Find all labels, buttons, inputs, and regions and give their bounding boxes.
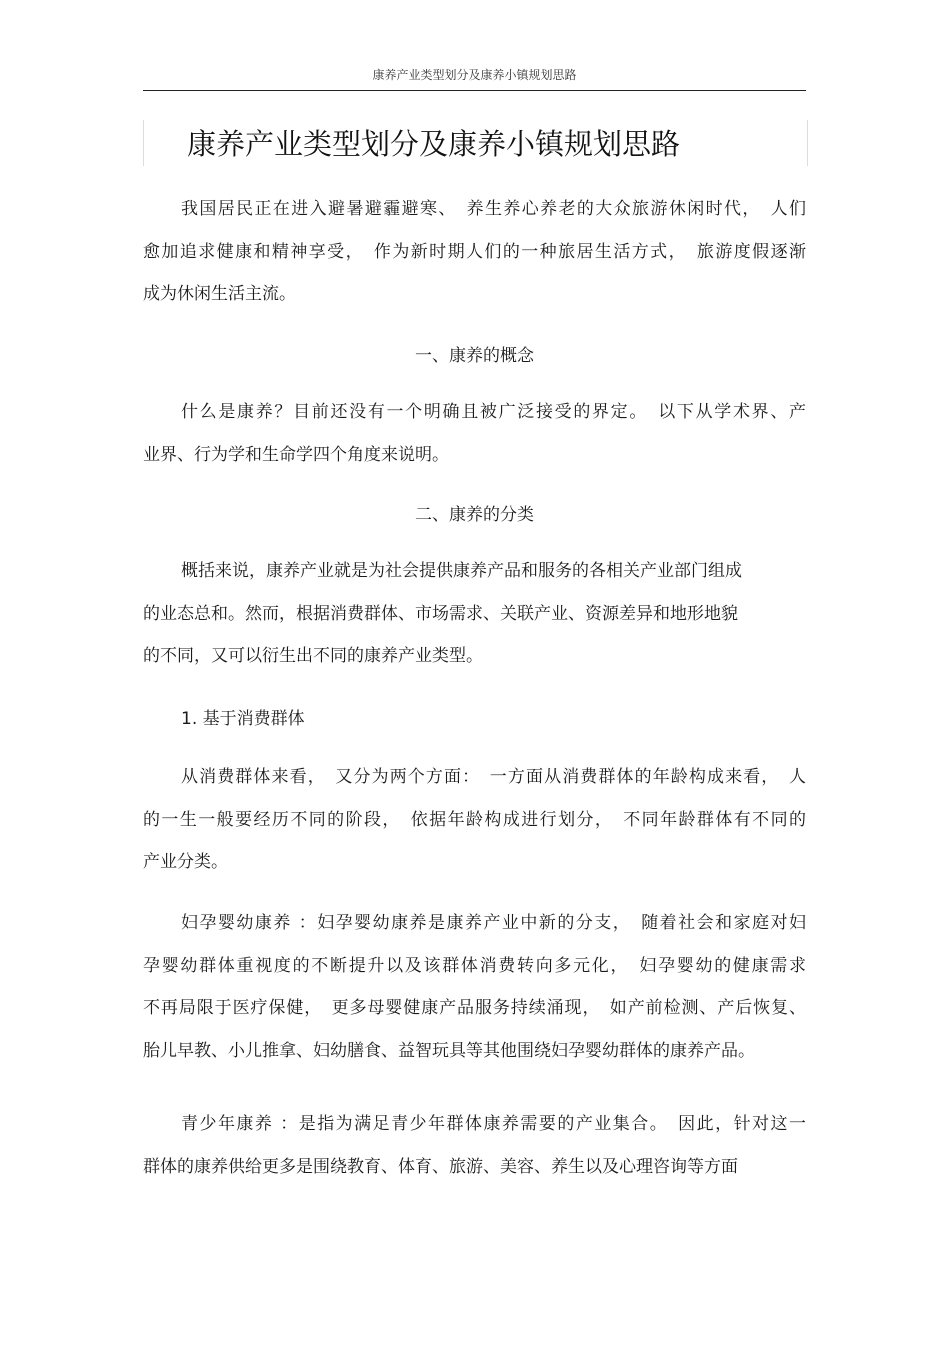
paragraph-line: 的一生一般要经历不同的阶段， 依据年龄构成进行划分， 不同年龄群体有不同的 [143,809,806,830]
paragraph-line: 的不同，又可以衍生出不同的康养产业类型。 [143,646,483,666]
paragraph-line: 从消费群体来看， 又分为两个方面： 一方面从消费群体的年龄构成来看， 人 [181,767,806,787]
paragraph-line: 不再局限于医疗保健， 更多母婴健康产品服务持续涌现， 如产前检测、产后恢复、 [143,998,806,1018]
consumer-paragraph [143,756,806,884]
paragraph-line: 概括来说，康养产业就是为社会提供康养产品和服务的各相关产业部门组成 [181,561,742,581]
paragraph-line: 胎儿早教、小儿推拿、妇幼膳食、益智玩具等其他围绕妇孕婴幼群体的康养产品。 [143,1040,755,1061]
paragraph-line: 产业分类。 [143,852,228,872]
youth-paragraph [143,1103,806,1188]
paragraph-line: 业界、行为学和生命学四个角度来说明。 [143,444,449,465]
paragraph-line: 群体的康养供给更多是围绕教育、体育、旅游、美容、养生以及心理咨询等方面 [143,1156,738,1177]
document-title: 康养产业类型划分及康养小镇规划思路 [187,127,681,161]
paragraph-line: 我国居民正在进入避暑避霾避寒、 养生养心养老的大众旅游休闲时代， 人们 [181,199,806,219]
running-header: 康养产业类型划分及康养小镇规划思路 [372,68,577,82]
paragraph-line: 愈加追求健康和精神享受， 作为新时期人们的一种旅居生活方式， 旅游度假逐渐 [143,241,806,262]
paragraph-line: 成为休闲生活主流。 [143,284,296,304]
concept-paragraph [143,391,806,476]
subheading-consumer-group: 1. 基于消费群体 [181,709,305,729]
section-heading-concept: 一、康养的概念 [415,346,534,366]
maternal-paragraph [143,902,806,1072]
header-rule [143,90,806,91]
intro-paragraph [143,188,806,316]
paragraph-line: 的业态总和。然而，根据消费群体、市场需求、关联产业、资源差异和地形地貌 [143,603,738,624]
paragraph-line: 什么是康养？目前还没有一个明确且被广泛接受的界定。 以下从学术界、产 [181,402,806,422]
section-heading-classification: 二、康养的分类 [415,505,534,525]
classification-paragraph [143,550,806,678]
paragraph-line: 孕婴幼群体重视度的不断提升以及该群体消费转向多元化， 妇孕婴幼的健康需求 [143,955,806,976]
paragraph-line: 青少年康养 ：是指为满足青少年群体康养需要的产业集合。 因此，针对这一 [181,1114,806,1134]
paragraph-line: 妇孕婴幼康养 ：妇孕婴幼康养是康养产业中新的分支， 随着社会和家庭对妇 [181,913,806,933]
